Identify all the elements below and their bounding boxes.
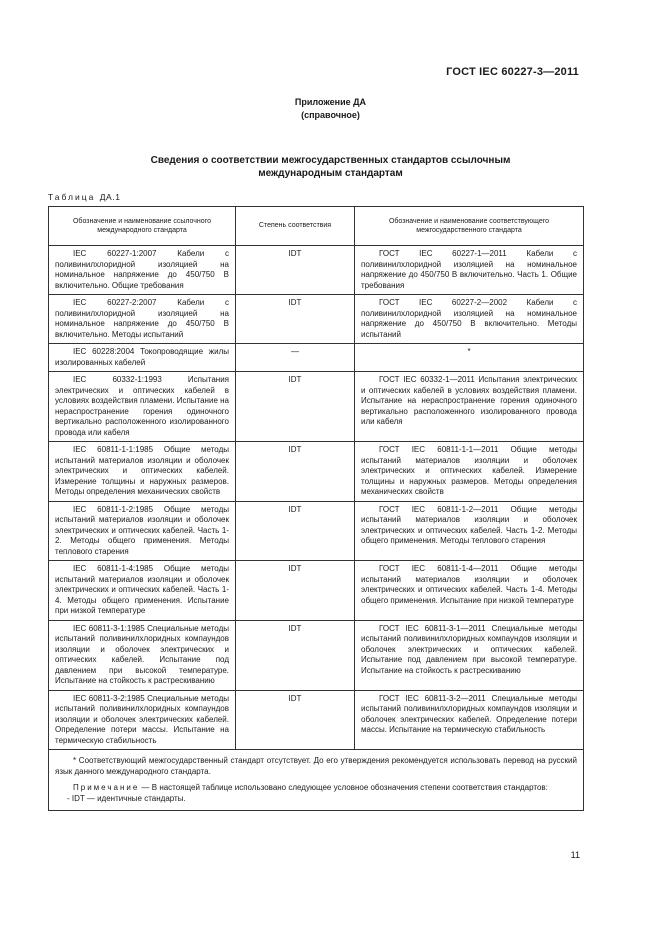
cell-degree: IDT: [236, 501, 355, 561]
cell-degree: IDT: [236, 295, 355, 344]
table-row: [49, 372, 584, 442]
cell-reference: IEC 60811-3-1:1985 Специальные методы испытаний поливинилхлоридных компаундов изоляции и оболочек электрических и оптических кабелей. Испытание под давлением при высокой температуре. Испытание на стойкость к растрескиванию: [49, 620, 236, 690]
page-number: 11: [570, 850, 580, 860]
cell-reference: IEC 60228:2004 Токопроводящие жилы изолированных кабелей: [49, 344, 236, 372]
table-row: [49, 344, 584, 372]
note-list-item: - IDT — идентичные стандарты.: [67, 793, 186, 803]
cell-degree: —: [236, 344, 355, 372]
header-reference-standard: Обозначение и наименование ссылочного международного стандарта: [49, 207, 236, 246]
section-title-line-1: Сведения о соответствии межгосударственных стандартов ссылочным: [150, 155, 511, 166]
annex-subtitle: (справочное): [301, 110, 360, 120]
table-row: [49, 561, 584, 621]
header-degree: Степень соответствия: [236, 207, 355, 246]
cell-national: ГОСТ IEC 60811-1-2—2011 Общие методы испытаний материалов изоляции и оболочек электрических и оптических кабелей. Часть 1-2. Методы общего применения. Методы теплового старения: [355, 501, 584, 561]
table-row: [49, 690, 584, 750]
table-row: [49, 442, 584, 502]
cell-reference: IEC 60227-2:2007 Кабели с поливинилхлоридной изоляцией на номинальное напряжение до 450/750 В включительно. Методы испытаний: [49, 295, 236, 344]
table-row: [49, 620, 584, 690]
annex-title: Приложение ДА: [294, 97, 367, 107]
note-text: — В настоящей таблице использовано следующее условное обозначения степени соответствия стандартов:: [139, 783, 548, 792]
table-label: [48, 192, 121, 202]
table-row: [49, 246, 584, 295]
cell-degree: IDT: [236, 442, 355, 502]
cell-national: ГОСТ IEC 60227-2—2002 Кабели с поливинилхлоридной изоляцией на номинальное напряжение до 450/750 В включительно. Методы испытаний: [355, 295, 584, 344]
cell-reference: IEC 60332-1:1993 Испытания электрических и оптических кабелей в условиях воздействия пламени. Испытание на нераспространение горения одиночного вертикально расположенного изолированного провода или кабеля: [49, 372, 236, 442]
cell-national: ГОСТ IEC 60227-1—2011 Кабели с поливинилхлоридной изоляцией на номинальное напряжение до 450/750 В включительно. Часть 1. Общие требования: [355, 246, 584, 295]
cell-reference: IEC 60811-1-1:1985 Общие методы испытаний материалов изоляции и оболочек электрических и оптических кабелей. Измерение толщины и наружных размеров. Методы определения механических свойств: [49, 442, 236, 502]
section-title: [0, 154, 661, 180]
note-label: Примечание: [73, 783, 140, 792]
cell-national: ГОСТ IEC 60811-1-1—2011 Общие методы испытаний материалов изоляции и оболочек электрических и оптических кабелей. Измерение толщины и наружных размеров. Методы определения механических свойств: [355, 442, 584, 502]
cell-degree: IDT: [236, 561, 355, 621]
cell-national: ГОСТ IEC 60811-1-4—2011 Общие методы испытаний материалов изоляции и оболочек электрических и оптических кабелей. Часть 1-4. Методы общего применения. Испытание при низкой температуре: [355, 561, 584, 621]
footnote-text: * Соответствующий межгосударственный стандарт отсутствует. До его утверждения рекомендуется использовать перевод на русский язык данного международного стандарта.: [55, 756, 577, 776]
table-row: [49, 501, 584, 561]
table-label-word: Таблица: [48, 192, 96, 202]
section-title-line-2: международным стандартам: [258, 168, 403, 179]
cell-reference: IEC 60227-1:2007 Кабели с поливинилхлоридной изоляцией на номинальное напряжение до 450/750 В включительно. Общие требования: [49, 246, 236, 295]
cell-reference: IEC 60811-3-2:1985 Специальные методы испытаний поливинилхлоридных компаундов изоляции и оболочек электрических кабелей. Определение потери массы. Испытание на термическую стабильность: [49, 690, 236, 750]
table-note: [55, 783, 577, 794]
cell-degree: IDT: [236, 372, 355, 442]
header-national-standard: Обозначение и наименование соответствующего межгосударственного стандарта: [355, 207, 584, 246]
table-label-number: ДА.1: [99, 192, 121, 202]
cell-reference: IEC 60811-1-2:1985 Общие методы испытаний материалов изоляции и оболочек электрических и оптических кабелей. Часть 1-2. Методы общего применения. Методы теплового старения: [49, 501, 236, 561]
cell-degree: IDT: [236, 690, 355, 750]
cell-national: ГОСТ IEC 60332-1—2011 Испытания электрических и оптических кабелей в условиях воздействия пламени. Испытание на нераспространение горения одиночного вертикально расположенного изолированного провода или кабеля: [355, 372, 584, 442]
correspondence-table: [48, 206, 584, 811]
cell-reference: IEC 60811-1-4:1985 Общие методы испытаний материалов изоляции и оболочек электрических и оптических кабелей. Часть 1-4. Методы общего применения. Испытание при низкой температуре: [49, 561, 236, 621]
document-code: ГОСТ IEC 60227-3—2011: [446, 66, 579, 78]
cell-national: ГОСТ IEC 60811-3-2—2011 Специальные методы испытаний поливинилхлоридных компаундов изоляции и оболочек электрических кабелей. Определение потери массы. Испытание на термическую стабильность: [355, 690, 584, 750]
table-footnote-row: [49, 750, 584, 811]
cell-national: *: [355, 344, 584, 372]
cell-degree: IDT: [236, 246, 355, 295]
table-footnote: [49, 750, 584, 811]
table-row: [49, 295, 584, 344]
table-header-row: [49, 207, 584, 246]
annex-heading: [0, 96, 661, 122]
cell-degree: IDT: [236, 620, 355, 690]
cell-national: ГОСТ IEC 60811-3-1—2011 Специальные методы испытаний поливинилхлоридных компаундов изоляции и оболочек электрических и оптических кабелей. Испытание под давлением при высокой температуре. Испытание на стойкость к растрескиванию: [355, 620, 584, 690]
